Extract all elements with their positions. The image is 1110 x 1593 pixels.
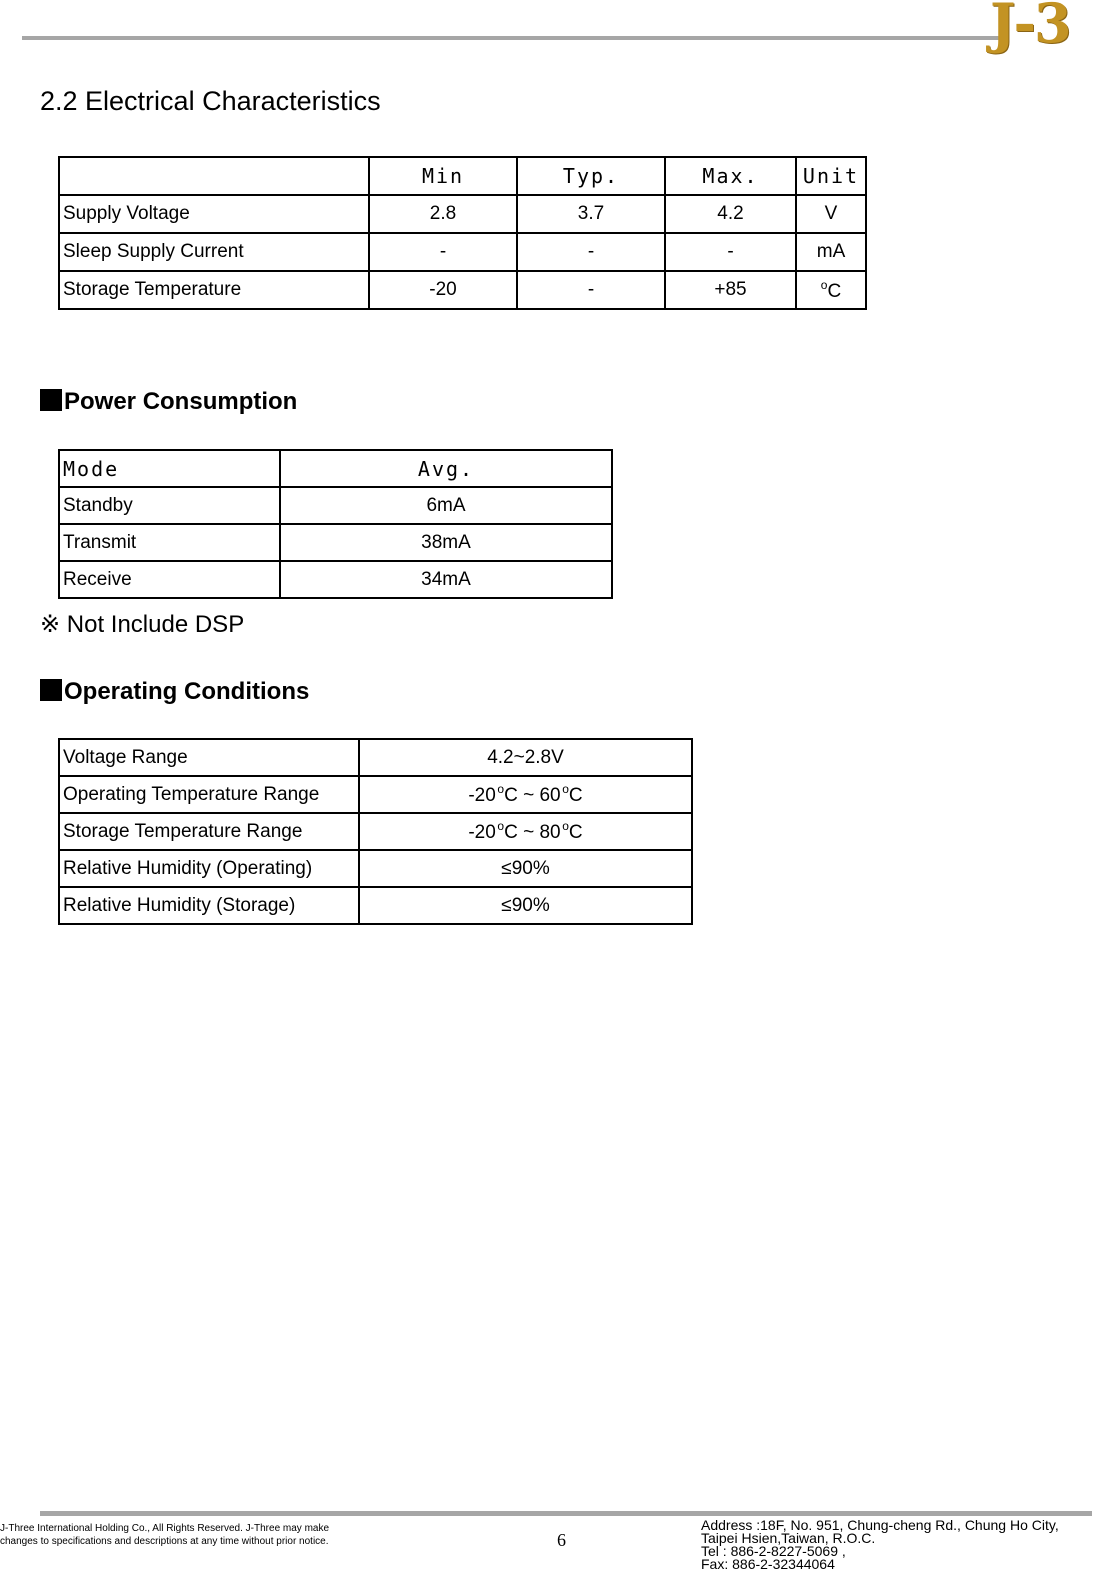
- header-rule: [22, 36, 1002, 40]
- typ-cell: -: [517, 271, 665, 309]
- avg-cell: 34mA: [280, 561, 612, 598]
- temp-unit: C: [504, 785, 518, 806]
- param-cell: Storage Temperature: [59, 271, 369, 309]
- min-cell: -: [369, 233, 517, 271]
- header-cell-typ: Typ.: [517, 157, 665, 195]
- square-bullet-icon: [40, 389, 62, 411]
- condition-label: Relative Humidity (Storage): [59, 887, 359, 924]
- param-cell: Supply Voltage: [59, 195, 369, 233]
- table-header-row: [59, 157, 866, 195]
- address-line: Tel : 886-2-8227-5069 ,: [701, 1543, 846, 1559]
- min-cell: 2.8: [369, 195, 517, 233]
- condition-value: 4.2~2.8V: [359, 739, 692, 776]
- operating-conditions-heading: [40, 678, 309, 706]
- section-title: 2.2 Electrical Characteristics: [40, 86, 381, 116]
- table-row: [59, 271, 866, 309]
- table-row: [59, 739, 692, 776]
- typ-cell: 3.7: [517, 195, 665, 233]
- table-row: [59, 813, 692, 850]
- degree-sup: o: [497, 782, 505, 796]
- table-row: [59, 561, 612, 598]
- condition-value: [359, 776, 692, 813]
- table-row: [59, 776, 692, 813]
- degree-sup: o: [497, 819, 505, 833]
- header-cell-avg: Avg.: [280, 450, 612, 487]
- mode-cell: Standby: [59, 487, 280, 524]
- header-cell-unit: Unit: [796, 157, 866, 195]
- copyright-notice: [0, 1522, 329, 1548]
- max-cell: +85: [665, 271, 796, 309]
- company-address: [701, 1519, 1059, 1571]
- temp-low: -20: [468, 785, 496, 806]
- company-logo: J-3: [990, 0, 1070, 55]
- min-cell: -20: [369, 271, 517, 309]
- copyright-line: J-Three International Holding Co., All Rights Reserved. J-Three may make: [0, 1523, 330, 1534]
- unit-cell: V: [796, 195, 866, 233]
- condition-value: ≤90%: [359, 887, 692, 924]
- condition-label: Voltage Range: [59, 739, 359, 776]
- table-row: [59, 487, 612, 524]
- page-number: 6: [557, 1530, 566, 1550]
- temp-unit: C: [568, 785, 583, 806]
- temp-high: 80: [539, 822, 561, 843]
- range-separator: ~: [517, 822, 540, 843]
- header-cell-min: Min: [369, 157, 517, 195]
- degree-sup: o: [820, 277, 828, 292]
- dsp-note: ※ Not Include DSP: [40, 611, 245, 638]
- power-heading-text: Power Consumption: [64, 388, 298, 415]
- mode-cell: Transmit: [59, 524, 280, 561]
- table-header-row: [59, 450, 612, 487]
- electrical-characteristics-table: [58, 156, 867, 310]
- table-row: [59, 850, 692, 887]
- typ-cell: -: [517, 233, 665, 271]
- operating-conditions-table: [58, 738, 693, 925]
- condition-value: [359, 813, 692, 850]
- table-row: [59, 233, 866, 271]
- square-bullet-icon: [40, 679, 62, 701]
- operating-heading-text: Operating Conditions: [64, 678, 310, 705]
- temp-unit: C: [504, 822, 518, 843]
- param-cell: Sleep Supply Current: [59, 233, 369, 271]
- header-cell-mode: Mode: [59, 450, 280, 487]
- address-line: Address :18F, No. 951, Chung-cheng Rd., Chung Ho City,: [701, 1517, 1059, 1533]
- copyright-line: changes to specifications and descriptions at any time without prior notice.: [0, 1536, 329, 1547]
- max-cell: -: [665, 233, 796, 271]
- temp-unit: C: [568, 822, 583, 843]
- avg-cell: 6mA: [280, 487, 612, 524]
- table-row: [59, 524, 612, 561]
- address-line: Fax: 886-2-32344064: [701, 1556, 835, 1572]
- condition-label: Operating Temperature Range: [59, 776, 359, 813]
- temp-high: 60: [539, 785, 561, 806]
- power-consumption-table: [58, 449, 613, 599]
- unit-cell: [796, 271, 866, 309]
- degree-sup: o: [562, 782, 569, 796]
- power-consumption-heading: [40, 388, 297, 416]
- header-cell-param: [59, 157, 369, 195]
- condition-value: ≤90%: [359, 850, 692, 887]
- footer-rule: [40, 1511, 1092, 1516]
- avg-cell: 38mA: [280, 524, 612, 561]
- unit-cell: mA: [796, 233, 866, 271]
- address-line: Taipei Hsien,Taiwan, R.O.C.: [701, 1530, 876, 1546]
- range-separator: ~: [517, 785, 540, 806]
- degree-sup: o: [562, 819, 569, 833]
- mode-cell: Receive: [59, 561, 280, 598]
- unit-text: C: [827, 280, 842, 302]
- header-cell-max: Max.: [665, 157, 796, 195]
- max-cell: 4.2: [665, 195, 796, 233]
- table-row: [59, 887, 692, 924]
- condition-label: Storage Temperature Range: [59, 813, 359, 850]
- condition-label: Relative Humidity (Operating): [59, 850, 359, 887]
- table-row: [59, 195, 866, 233]
- temp-low: -20: [468, 822, 496, 843]
